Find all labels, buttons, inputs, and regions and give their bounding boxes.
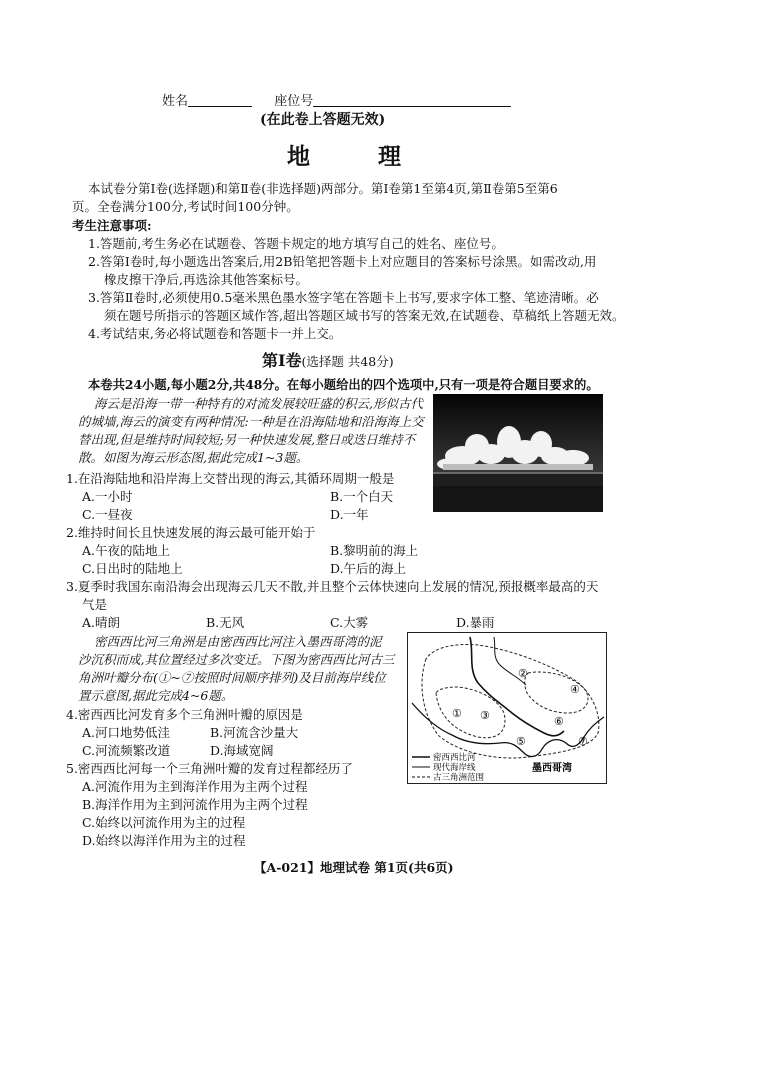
- q5-option-d[interactable]: D.始终以海洋作用为主的过程: [82, 833, 246, 848]
- legend-coastline: 现代海岸线: [433, 763, 476, 773]
- notice-item: 3.答第Ⅱ卷时,必须使用0.5毫米黑色墨水签字笔在答题卡上书写,要求字体工整、笔迹清晰。必: [88, 290, 599, 305]
- passage-line: 的城墙,海云的演变有两种情况:一种是在沿海陆地和沿海海上交: [78, 414, 424, 429]
- passage-line: 沙沉积而成,其位置经过多次变迁。下图为密西西比河古三: [78, 652, 395, 667]
- seat-label: 座位号: [274, 94, 314, 109]
- q4-option-a[interactable]: A.河口地势低洼: [82, 725, 171, 740]
- lobe-label-3: ③: [480, 709, 490, 722]
- name-label: 姓名: [162, 94, 189, 109]
- intro-line-2: 页。全卷满分100分,考试时间100分钟。: [72, 199, 299, 214]
- name-seat-line: [162, 92, 511, 110]
- q2-option-a[interactable]: A.午夜的陆地上: [82, 543, 171, 558]
- lobe-label-7: ⑦: [578, 735, 588, 748]
- q2-option-d[interactable]: D.午后的海上: [330, 561, 407, 576]
- q5-option-b[interactable]: B.海洋作用为主到河流作用为主两个过程: [82, 797, 308, 812]
- q4-option-c[interactable]: C.河流频繁改道: [82, 743, 171, 758]
- question-1-stem: 1.在沿海陆地和沿岸海上交替出现的海云,其循环周期一般是: [66, 471, 395, 486]
- question-3-stem-cont: 气是: [82, 597, 108, 612]
- passage-line: 替出现,但是维持时间较短;另一种快速发展,整日或迭日维持不: [78, 432, 416, 447]
- notice-item: 1.答题前,考生务必在试题卷、答题卡规定的地方填写自己的姓名、座位号。: [88, 236, 504, 251]
- section-title: 第Ⅰ卷: [262, 351, 302, 370]
- passage-line: 密西西比河三角洲是由密西西比河注入墨西哥湾的泥: [94, 634, 382, 649]
- notice-item: 2.答第Ⅰ卷时,每小题选出答案后,用2B铅笔把答题卡上对应题目的答案标号涂黑。如需改动,用: [88, 254, 597, 269]
- notice-item: 橡皮擦干净后,再选涂其他答案标号。: [104, 272, 308, 287]
- delta-map-figure: [408, 633, 606, 783]
- q3-option-b[interactable]: B.无风: [206, 615, 245, 630]
- intro-line-1: 本试卷分第Ⅰ卷(选择题)和第Ⅱ卷(非选择题)两部分。第Ⅰ卷第1至第4页,第Ⅱ卷第5至第6: [88, 181, 558, 196]
- question-3-stem: 3.夏季时我国东南沿海会出现海云几天不散,并且整个云体快速向上发展的情况,预报概率最高的天: [66, 579, 599, 594]
- lobe-label-4: ④: [570, 683, 580, 696]
- passage-line: 置示意图,据此完成4~6题。: [78, 688, 234, 703]
- passage-line: 散。如图为海云形态图,据此完成1~3题。: [78, 450, 309, 465]
- delta-map: [407, 632, 607, 784]
- q4-option-b[interactable]: B.河流含沙量大: [210, 725, 299, 740]
- sea-cloud-photo: [433, 394, 603, 512]
- section-heading: [262, 348, 394, 371]
- q2-option-b[interactable]: B.黎明前的海上: [330, 543, 419, 558]
- q1-option-c[interactable]: C.一昼夜: [82, 507, 133, 522]
- notice-item: 须在题号所指示的答题区域作答,超出答题区域书写的答案无效,在试题卷、草稿纸上答题无效。: [104, 308, 625, 323]
- sea-cloud-image: [433, 394, 603, 512]
- answer-note: (在此卷上答题无效): [260, 112, 386, 128]
- q4-option-d[interactable]: D.海域宽阔: [210, 743, 274, 758]
- q2-option-c[interactable]: C.日出时的陆地上: [82, 561, 183, 576]
- notice-item: 4.考试结束,务必将试题卷和答题卡一并上交。: [88, 326, 342, 341]
- passage-line: 海云是沿海一带一种特有的对流发展较旺盛的积云,形似古代: [94, 396, 423, 411]
- question-2-stem: 2.维持时间长且快速发展的海云最可能开始于: [66, 525, 316, 540]
- legend-delta-range: 古三角洲范围: [433, 773, 485, 783]
- lobe-label-6: ⑥: [554, 715, 564, 728]
- q3-option-c[interactable]: C.大雾: [330, 615, 369, 630]
- gulf-label: 墨西哥湾: [532, 763, 572, 774]
- lobe-label-2: ②: [518, 667, 528, 680]
- q5-option-a[interactable]: A.河流作用为主到海洋作用为主两个过程: [82, 779, 308, 794]
- question-5-stem: 5.密西西比河每一个三角洲叶瓣的发育过程都经历了: [66, 761, 353, 776]
- q3-option-d[interactable]: D.暴雨: [456, 615, 495, 630]
- seat-blank[interactable]: [313, 92, 511, 107]
- page-title: 地 理: [287, 143, 432, 170]
- section-subtitle: (选择题 共48分): [301, 354, 394, 369]
- notice-title: 考生注意事项:: [72, 218, 152, 233]
- section-description: 本卷共24小题,每小题2分,共48分。在每小题给出的四个选项中,只有一项是符合题目要求的。: [88, 377, 599, 392]
- passage-line: 角洲叶瓣分布(①~⑦按照时间顺序排列)及目前海岸线位: [78, 670, 386, 685]
- page-footer: 【A-021】地理试卷 第1页(共6页): [254, 860, 454, 875]
- lobe-label-5: ⑤: [516, 735, 526, 748]
- legend-river: 密西西比河: [433, 753, 476, 763]
- name-blank[interactable]: [188, 92, 252, 107]
- q1-option-a[interactable]: A.一小时: [82, 489, 133, 504]
- q5-option-c[interactable]: C.始终以河流作用为主的过程: [82, 815, 246, 830]
- q1-option-b[interactable]: B.一个白天: [330, 489, 394, 504]
- q3-option-a[interactable]: A.晴朗: [82, 615, 121, 630]
- q1-option-d[interactable]: D.一年: [330, 507, 369, 522]
- question-4-stem: 4.密西西比河发育多个三角洲叶瓣的原因是: [66, 707, 303, 722]
- lobe-label-1: ①: [452, 707, 462, 720]
